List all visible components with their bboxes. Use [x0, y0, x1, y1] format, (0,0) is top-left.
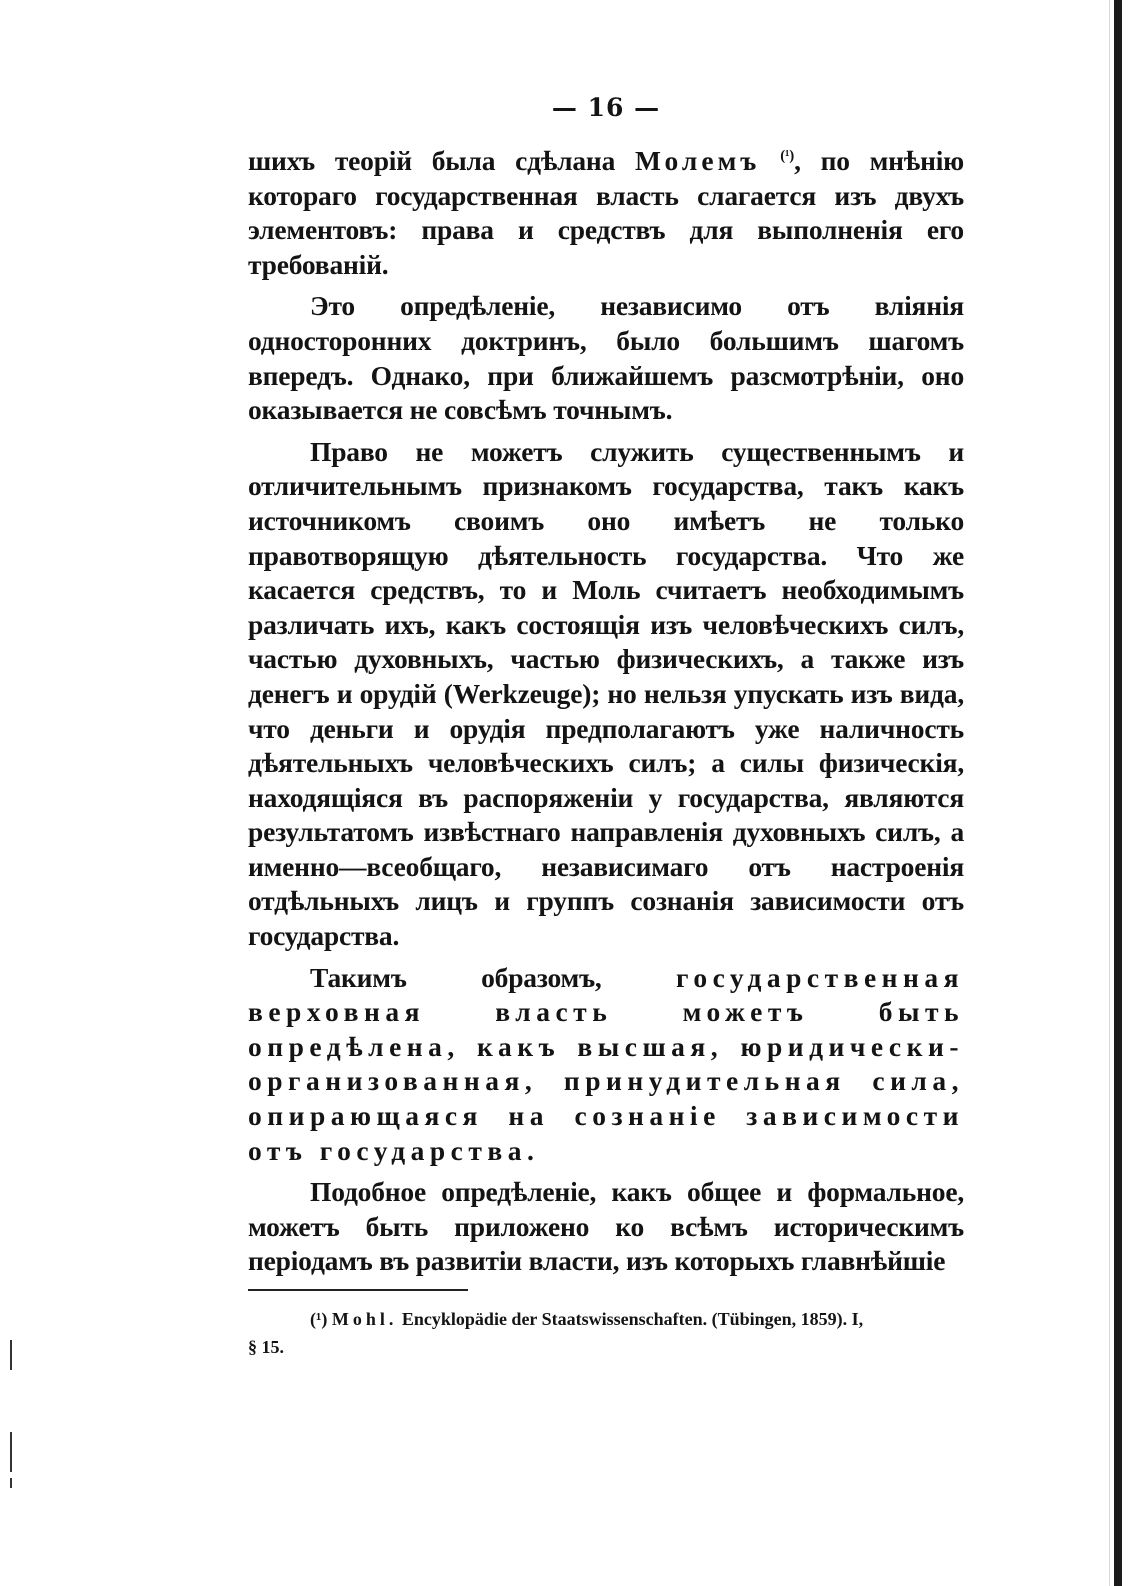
definition-spaced-text: государственная верховная власть можетъ быть опредѣлена, какъ высшая, юридически-организованная, принудительная сила, опирающаяся на сознаніе зависимости отъ государства. — [248, 961, 964, 1166]
author-name-mohl: Молемъ — [634, 145, 761, 176]
scan-edge-right-thin — [1109, 0, 1110, 1586]
paragraph-1-after: , по мнѣнію котораго государственная власть слагается изъ двухъ элементовъ: права и средствъ для выполненія его требованій. — [248, 145, 964, 280]
paragraph-4-before: Такимъ образомъ, — [310, 961, 677, 993]
footnote-author: Mohl. — [331, 1309, 398, 1329]
footnote-line-2 — [248, 1333, 964, 1361]
paragraph-1 — [248, 144, 964, 282]
page-number: — 16 — — [551, 93, 661, 122]
scan-mark-left — [10, 1478, 12, 1488]
page — [248, 86, 964, 1361]
paragraph-5: Подобное опредѣленіе, какъ общее и формальное, можетъ быть приложено ко всѣмъ историческимъ періодамъ въ развитіи власти, изъ которыхъ главнѣйшіе — [248, 1176, 964, 1277]
scan-mark-left — [10, 1432, 12, 1472]
footnote-reference[interactable]: (¹) — [780, 147, 795, 164]
footnote-line-1 — [248, 1305, 964, 1333]
paragraph-1-before: шихъ теорій была сдѣлана — [248, 145, 635, 176]
scan-mark-left — [10, 1340, 12, 1370]
footnote — [248, 1305, 964, 1361]
footnote-divider — [248, 1289, 468, 1291]
footnote-text: Encyklopädie der Staatswissenschaften. (Tübingen, 1859). I, — [401, 1309, 864, 1329]
paragraph-4 — [248, 961, 964, 1169]
footnote-section: § 15. — [248, 1337, 284, 1357]
paragraph-2: Это опредѣленіе, независимо отъ вліянія односторонних доктринъ, было большимъ шагомъ впередъ. Однако, при ближайшемъ разсмотрѣніи, оно оказывается не совсѣмъ точнымъ. — [248, 290, 964, 426]
scan-edge-right — [1114, 0, 1122, 1586]
body-text — [248, 144, 964, 1279]
paragraph-3: Право не можетъ служить существеннымъ и отличительнымъ признакомъ государства, такъ какъ источникомъ своимъ оно имѣетъ не только правотворящую дѣятельность государства. Что же касается средствъ, то и Моль считаетъ необходимымъ различать ихъ, какъ состоящія изъ человѣческихъ силъ, частью духовныхъ, частью физическихъ, а также изъ денегъ и орудій (Werkzeuge); но нельзя упускать изъ вида, что деньги и орудія предполагаютъ уже наличность дѣятельныхъ человѣческихъ силъ; а силы физическія, находящіяся въ распоряженіи у государства, являются результатомъ извѣстнаго направленія духовныхъ силъ, а именно—всеобщаго, независимаго отъ настроенія отдѣльныхъ лицъ и группъ сознанія зависимости отъ государства. — [248, 435, 964, 952]
footnote-marker: (¹) — [310, 1309, 328, 1329]
